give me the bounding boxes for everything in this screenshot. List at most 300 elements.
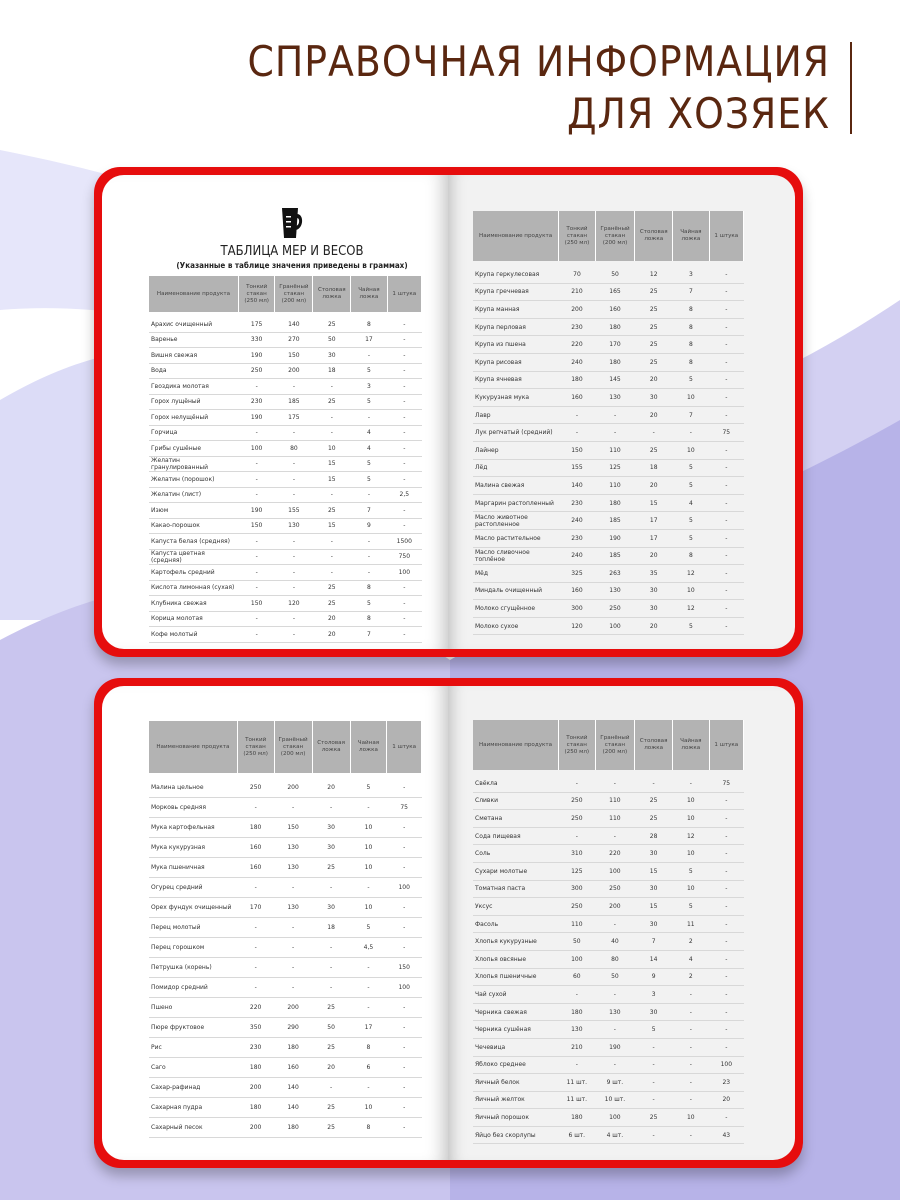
product-name-cell: Арахис очищенный: [149, 317, 238, 332]
product-name-cell: Рис: [149, 1038, 237, 1058]
measure-value-cell: 130: [559, 1021, 596, 1039]
measure-value-cell: 8: [350, 1118, 387, 1138]
measure-value-cell: 15: [313, 456, 351, 472]
measure-value-cell: 170: [237, 898, 274, 918]
measure-value-cell: 10: [313, 441, 351, 457]
measure-value-cell: 200: [237, 1118, 274, 1138]
table-row: [149, 798, 422, 818]
measure-value-cell: 155: [559, 459, 595, 477]
measure-value-cell: -: [709, 565, 743, 583]
measure-value-cell: 50: [312, 1018, 350, 1038]
measure-value-cell: 250: [238, 363, 274, 379]
measure-value-cell: 50: [559, 933, 596, 951]
measure-value-cell: 270: [275, 332, 313, 348]
measure-value-cell: 150: [559, 441, 595, 459]
table-row: [149, 596, 422, 612]
measure-value-cell: 28: [635, 827, 673, 845]
table-row: [149, 1118, 422, 1138]
measure-value-cell: -: [238, 549, 274, 565]
product-name-cell: Вода: [149, 363, 238, 379]
measure-value-cell: 240: [559, 353, 595, 371]
table-row: [149, 565, 422, 581]
table-header-row: [149, 721, 422, 773]
measure-value-cell: 150: [238, 518, 274, 534]
measure-value-cell: 25: [313, 503, 351, 519]
product-name-cell: Малина цельное: [149, 778, 237, 798]
measure-value-cell: -: [559, 406, 595, 424]
product-name-cell: Желатин (лист): [149, 487, 238, 503]
measure-value-cell: 100: [387, 878, 422, 898]
measure-value-cell: 15: [313, 518, 351, 534]
column-header: Чайная ложка: [673, 211, 710, 261]
product-name-cell: Хлопья овсяные: [473, 950, 559, 968]
measure-value-cell: 30: [635, 845, 673, 863]
table-row: [473, 600, 744, 618]
title-line-2: ДЛЯ ХОЗЯЕК: [567, 89, 830, 138]
measure-value-cell: 25: [312, 1098, 350, 1118]
measure-value-cell: 200: [274, 998, 312, 1018]
measure-value-cell: 180: [274, 1038, 312, 1058]
measure-value-cell: -: [351, 549, 387, 565]
measure-value-cell: -: [312, 1078, 350, 1098]
measure-value-cell: -: [387, 332, 421, 348]
measure-value-cell: 10: [350, 1098, 387, 1118]
measure-value-cell: -: [275, 456, 313, 472]
measure-value-cell: 25: [635, 301, 673, 319]
product-name-cell: Пюре фруктовое: [149, 1018, 237, 1038]
measure-value-cell: -: [709, 318, 743, 336]
product-name-cell: Крупа рисовая: [473, 353, 559, 371]
measure-value-cell: 14: [635, 950, 673, 968]
measure-value-cell: -: [238, 627, 274, 643]
measure-value-cell: 10: [350, 838, 387, 858]
column-header: Наименование продукта: [149, 276, 238, 312]
product-name-cell: Миндаль очищенный: [473, 582, 559, 600]
measure-value-cell: -: [351, 487, 387, 503]
measure-value-cell: 250: [559, 810, 596, 828]
measure-value-cell: 25: [312, 998, 350, 1018]
measure-value-cell: -: [275, 487, 313, 503]
measure-value-cell: 185: [275, 394, 313, 410]
measure-value-cell: 5: [673, 529, 710, 547]
column-header: Столовая ложка: [635, 720, 673, 770]
measure-value-cell: 25: [635, 283, 673, 301]
product-name-cell: Капуста белая (средняя): [149, 534, 238, 550]
product-name-cell: Уксус: [473, 898, 559, 916]
product-name-cell: Свёкла: [473, 775, 559, 792]
measure-value-cell: 100: [387, 565, 421, 581]
measure-value-cell: 230: [559, 318, 595, 336]
measure-value-cell: -: [709, 950, 743, 968]
measure-value-cell: 25: [635, 1109, 673, 1127]
measure-value-cell: 750: [387, 549, 421, 565]
measure-value-cell: 75: [709, 424, 743, 442]
measure-value-cell: -: [709, 968, 743, 986]
measure-value-cell: 160: [559, 582, 595, 600]
measure-value-cell: 25: [312, 1118, 350, 1138]
measure-value-cell: 25: [313, 394, 351, 410]
measure-value-cell: -: [673, 1126, 710, 1144]
measure-value-cell: 18: [635, 459, 673, 477]
measure-value-cell: -: [709, 845, 743, 863]
measure-value-cell: -: [635, 424, 673, 442]
title-line-1: СПРАВОЧНАЯ ИНФОРМАЦИЯ: [247, 37, 830, 86]
measure-value-cell: -: [387, 363, 421, 379]
measure-value-cell: -: [387, 627, 421, 643]
table-header-row: [473, 720, 744, 770]
measure-value-cell: 200: [237, 1078, 274, 1098]
measure-value-cell: -: [709, 880, 743, 898]
measure-value-cell: 4: [351, 441, 387, 457]
measure-value-cell: 18: [312, 918, 350, 938]
measure-value-cell: -: [312, 798, 350, 818]
measure-value-cell: -: [709, 827, 743, 845]
table-row: [473, 424, 744, 442]
measure-value-cell: 25: [635, 792, 673, 810]
product-name-cell: Огурец средний: [149, 878, 237, 898]
measure-value-cell: -: [709, 617, 743, 635]
measure-value-cell: 8: [673, 353, 710, 371]
page-right-bottom: [448, 686, 795, 1160]
measure-value-cell: 4 шт.: [595, 1126, 635, 1144]
measure-value-cell: -: [350, 958, 387, 978]
measure-value-cell: 130: [595, 1003, 635, 1021]
measure-value-cell: 220: [559, 336, 595, 354]
book-spread-bottom: [94, 678, 803, 1168]
measure-value-cell: 20: [312, 1058, 350, 1078]
measure-value-cell: 12: [635, 266, 673, 283]
measure-value-cell: -: [237, 918, 274, 938]
measure-value-cell: 140: [274, 1098, 312, 1118]
measure-value-cell: -: [387, 1058, 422, 1078]
measure-value-cell: 160: [559, 389, 595, 407]
measure-value-cell: -: [387, 580, 421, 596]
product-name-cell: Молоко сгущённое: [473, 600, 559, 618]
table-row: [473, 318, 744, 336]
table-row: [473, 1091, 744, 1109]
measure-value-cell: -: [238, 565, 274, 581]
measure-value-cell: -: [312, 978, 350, 998]
measure-value-cell: 5: [350, 778, 387, 798]
measure-value-cell: 8: [351, 317, 387, 332]
table-row: [149, 472, 422, 488]
measure-value-cell: 180: [274, 1118, 312, 1138]
measure-value-cell: -: [387, 425, 421, 441]
measure-value-cell: -: [709, 406, 743, 424]
measure-value-cell: 20: [312, 778, 350, 798]
table-row: [149, 838, 422, 858]
measure-value-cell: -: [709, 512, 743, 530]
table-row: [149, 958, 422, 978]
measure-value-cell: -: [387, 1078, 422, 1098]
measure-value-cell: 8: [351, 611, 387, 627]
table-row: [473, 986, 744, 1004]
measure-value-cell: -: [709, 898, 743, 916]
measure-value-cell: 180: [237, 818, 274, 838]
measure-value-cell: -: [709, 494, 743, 512]
measure-value-cell: 8: [673, 547, 710, 565]
product-name-cell: Желатин (порошок): [149, 472, 238, 488]
table-row: [473, 441, 744, 459]
measure-value-cell: 2,5: [387, 487, 421, 503]
measure-value-cell: 175: [275, 410, 313, 426]
measure-value-cell: 30: [635, 600, 673, 618]
table-row: [473, 1074, 744, 1092]
measure-value-cell: 120: [559, 617, 595, 635]
column-header: Столовая ложка: [635, 211, 673, 261]
measure-value-cell: -: [313, 487, 351, 503]
measure-value-cell: 30: [312, 898, 350, 918]
measure-value-cell: 100: [387, 978, 422, 998]
measure-value-cell: 250: [595, 880, 635, 898]
product-name-cell: Крупа манная: [473, 301, 559, 319]
measure-value-cell: 7: [673, 283, 710, 301]
table-row: [473, 915, 744, 933]
measure-value-cell: 300: [559, 880, 596, 898]
measure-value-cell: 230: [238, 394, 274, 410]
product-name-cell: Сода пищевая: [473, 827, 559, 845]
measure-value-cell: 150: [238, 596, 274, 612]
table-row: [473, 529, 744, 547]
measure-value-cell: -: [673, 1021, 710, 1039]
measure-value-cell: 30: [635, 915, 673, 933]
measure-value-cell: 1500: [387, 534, 421, 550]
measure-value-cell: 5: [635, 1021, 673, 1039]
measure-value-cell: 10: [673, 582, 710, 600]
measure-value-cell: 30: [635, 582, 673, 600]
measure-value-cell: 15: [635, 494, 673, 512]
measure-value-cell: 30: [313, 348, 351, 364]
product-name-cell: Перец горошком: [149, 938, 237, 958]
measures-table-4: [473, 720, 744, 1144]
measure-value-cell: -: [559, 986, 596, 1004]
measure-value-cell: -: [709, 529, 743, 547]
product-name-cell: Молоко сухое: [473, 617, 559, 635]
measure-value-cell: 150: [274, 818, 312, 838]
measure-value-cell: -: [387, 456, 421, 472]
product-name-cell: Яичный желток: [473, 1091, 559, 1109]
measure-value-cell: -: [351, 565, 387, 581]
measure-value-cell: -: [387, 778, 422, 798]
measure-value-cell: 100: [238, 441, 274, 457]
measure-value-cell: -: [274, 958, 312, 978]
measure-value-cell: 240: [559, 547, 595, 565]
measure-value-cell: 10: [673, 792, 710, 810]
product-name-cell: Кукурузная мука: [473, 389, 559, 407]
table-row: [473, 898, 744, 916]
measure-value-cell: -: [559, 1056, 596, 1074]
measure-value-cell: -: [350, 798, 387, 818]
measure-value-cell: 230: [237, 1038, 274, 1058]
measure-value-cell: 80: [275, 441, 313, 457]
measure-value-cell: 10: [673, 880, 710, 898]
measure-value-cell: 150: [275, 348, 313, 364]
measure-value-cell: -: [709, 353, 743, 371]
measure-value-cell: 10: [673, 1109, 710, 1127]
product-name-cell: Варенье: [149, 332, 238, 348]
measure-value-cell: -: [237, 938, 274, 958]
measure-value-cell: 230: [559, 529, 595, 547]
product-name-cell: Хлопья пшеничные: [473, 968, 559, 986]
measure-value-cell: -: [275, 580, 313, 596]
table-row: [473, 1038, 744, 1056]
table-header-row: [473, 211, 744, 261]
table-row: [149, 518, 422, 534]
measure-value-cell: 180: [595, 353, 635, 371]
measure-value-cell: -: [274, 918, 312, 938]
measure-value-cell: -: [275, 425, 313, 441]
measure-value-cell: 190: [238, 410, 274, 426]
table-row: [473, 371, 744, 389]
table-row: [149, 363, 422, 379]
product-name-cell: Картофель средний: [149, 565, 238, 581]
measure-value-cell: 180: [559, 371, 595, 389]
measure-value-cell: 20: [635, 371, 673, 389]
measure-value-cell: -: [635, 1091, 673, 1109]
column-header: Гранёный стакан (200 мл): [595, 720, 635, 770]
measure-value-cell: -: [387, 394, 421, 410]
measure-value-cell: -: [387, 1098, 422, 1118]
table-row: [473, 336, 744, 354]
table-row: [473, 845, 744, 863]
table-row: [149, 487, 422, 503]
measure-value-cell: -: [559, 775, 596, 792]
table-row: [473, 1056, 744, 1074]
table-row: [473, 1126, 744, 1144]
measure-value-cell: 7: [351, 627, 387, 643]
measure-value-cell: 210: [559, 283, 595, 301]
measure-value-cell: 10 шт.: [595, 1091, 635, 1109]
table-row: [473, 862, 744, 880]
table-row: [149, 978, 422, 998]
measure-value-cell: 200: [559, 301, 595, 319]
measure-value-cell: -: [275, 549, 313, 565]
measure-value-cell: -: [673, 1003, 710, 1021]
measure-value-cell: -: [275, 627, 313, 643]
measure-value-cell: -: [238, 580, 274, 596]
measure-value-cell: 10: [350, 818, 387, 838]
product-name-cell: Помидор средний: [149, 978, 237, 998]
measure-value-cell: -: [387, 503, 421, 519]
column-header: Столовая ложка: [312, 721, 350, 773]
measure-value-cell: 8: [673, 336, 710, 354]
measure-value-cell: 190: [238, 503, 274, 519]
measure-value-cell: 160: [595, 301, 635, 319]
measure-value-cell: 20: [635, 477, 673, 495]
measure-value-cell: 200: [595, 898, 635, 916]
measure-value-cell: 8: [673, 301, 710, 319]
table-row: [149, 394, 422, 410]
table-row: [473, 1003, 744, 1021]
measure-value-cell: 180: [595, 318, 635, 336]
measure-value-cell: 190: [238, 348, 274, 364]
product-name-cell: Орех фундук очищенный: [149, 898, 237, 918]
measure-value-cell: 325: [559, 565, 595, 583]
measure-value-cell: -: [709, 862, 743, 880]
product-name-cell: Петрушка (корень): [149, 958, 237, 978]
product-name-cell: Перец молотый: [149, 918, 237, 938]
measure-value-cell: 75: [709, 775, 743, 792]
measure-value-cell: 30: [312, 818, 350, 838]
column-header: Тонкий стакан (250 мл): [559, 720, 596, 770]
measure-value-cell: -: [275, 472, 313, 488]
measure-value-cell: 25: [635, 318, 673, 336]
measure-value-cell: -: [387, 472, 421, 488]
measure-value-cell: 5: [673, 512, 710, 530]
measure-value-cell: 20: [313, 611, 351, 627]
measure-value-cell: -: [709, 459, 743, 477]
product-name-cell: Мёд: [473, 565, 559, 583]
measure-value-cell: 6: [350, 1058, 387, 1078]
measure-value-cell: -: [312, 878, 350, 898]
measure-value-cell: -: [635, 775, 673, 792]
measure-value-cell: 12: [673, 827, 710, 845]
measure-value-cell: -: [673, 1074, 710, 1092]
product-name-cell: Какао-порошок: [149, 518, 238, 534]
measures-title: ТАБЛИЦА МЕР И ВЕСОВ: [220, 244, 364, 259]
measure-value-cell: -: [595, 775, 635, 792]
column-header: Тонкий стакан (250 мл): [238, 276, 274, 312]
measure-value-cell: -: [238, 379, 274, 395]
measure-value-cell: 25: [635, 336, 673, 354]
column-header: Гранёный стакан (200 мл): [274, 721, 312, 773]
measure-value-cell: -: [351, 534, 387, 550]
measure-value-cell: -: [387, 1038, 422, 1058]
measure-value-cell: 20: [635, 547, 673, 565]
measure-value-cell: -: [275, 379, 313, 395]
table-row: [149, 379, 422, 395]
measure-value-cell: 5: [673, 477, 710, 495]
table-row: [473, 547, 744, 565]
measure-value-cell: -: [237, 978, 274, 998]
measure-value-cell: 20: [313, 627, 351, 643]
measure-value-cell: 5: [673, 862, 710, 880]
measure-value-cell: 150: [387, 958, 422, 978]
table-row: [473, 1021, 744, 1039]
measure-value-cell: 11 шт.: [559, 1074, 596, 1092]
measure-value-cell: -: [635, 1074, 673, 1092]
measure-value-cell: -: [238, 456, 274, 472]
product-name-cell: Лёд: [473, 459, 559, 477]
product-name-cell: Крупа ячневая: [473, 371, 559, 389]
table-header-row: [149, 276, 422, 312]
measure-value-cell: -: [709, 389, 743, 407]
measure-value-cell: 250: [595, 600, 635, 618]
table-row: [473, 827, 744, 845]
product-name-cell: Крупа гречневая: [473, 283, 559, 301]
measure-value-cell: -: [635, 1126, 673, 1144]
measure-value-cell: 10: [673, 441, 710, 459]
measure-value-cell: -: [709, 986, 743, 1004]
table-row: [473, 459, 744, 477]
product-name-cell: Масло растительное: [473, 529, 559, 547]
measure-value-cell: 12: [673, 565, 710, 583]
measure-value-cell: 130: [595, 389, 635, 407]
table-row: [149, 410, 422, 426]
measure-value-cell: 145: [595, 371, 635, 389]
measure-value-cell: 25: [313, 580, 351, 596]
column-header: Гранёный стакан (200 мл): [595, 211, 635, 261]
measures-table-2: [473, 211, 744, 635]
measure-value-cell: 15: [635, 862, 673, 880]
column-header: Чайная ложка: [673, 720, 710, 770]
measure-value-cell: 200: [274, 778, 312, 798]
measure-value-cell: -: [709, 915, 743, 933]
measure-value-cell: 10: [673, 810, 710, 828]
measure-value-cell: 110: [595, 810, 635, 828]
product-name-cell: Мука картофельная: [149, 818, 237, 838]
measure-value-cell: 180: [559, 1109, 596, 1127]
